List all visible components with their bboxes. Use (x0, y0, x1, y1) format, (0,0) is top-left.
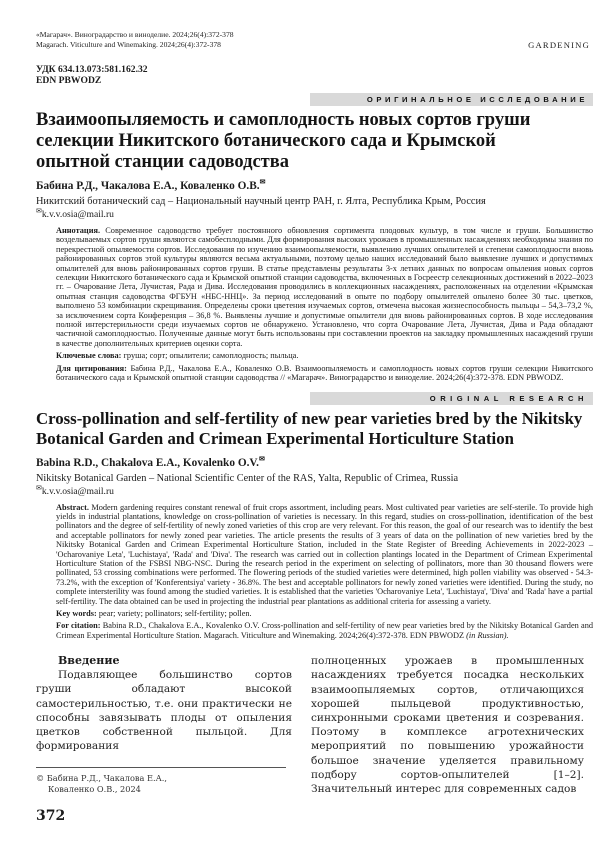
abstract-label-ru: Аннотация. (56, 226, 101, 235)
article-type-badge-en: ORIGINAL RESEARCH (310, 392, 593, 405)
citation-en (56, 621, 593, 640)
keywords-en (56, 609, 593, 618)
intro-heading: Введение (58, 654, 120, 668)
citation-ru (56, 364, 593, 383)
abstract-ru (56, 226, 593, 348)
citation-label-en: For citation: (56, 621, 101, 631)
authors-en (36, 454, 593, 469)
edn-code: EDN PBWODZ (36, 75, 102, 86)
intro-left-text: Подавляющее большинство сортов груши обладают высокой самостерильностью, т.е. они практически не способны завязывать плоды от опыления цветков собственной пыльцой. Для формирования (36, 669, 292, 753)
email-address-en: k.v.v.osia@mail.ru (41, 485, 114, 497)
abstract-block-ru (56, 226, 593, 383)
keywords-label-ru: Ключевые слова: (56, 351, 122, 361)
envelope-icon: ✉ (258, 454, 265, 463)
abstract-text-ru: Современное садоводство требует постоянного обновления сортимента плодовых культур, в том числе и груши. Большинство возделываемых сортов груши являются самобесплодными. Для формирования высоких урожаев в промышленных насаждениях необходимы знания по перекрестной опыляемости сортов. Исследования по изучению взаимоопыляемости, выявлению лучших опылителей и степени самоплодности вновь районированных сортов этой культуры являются весьма актуальными, поэтому целью наших исследований было выявление лучших и допустимых опылителей для вновь районированных сортов груши. В статье представлены результаты 3-х летних данных по вопросам опыления новых сортов селекции Никитского ботанического сада и Крымской опытной станции садоводства, включенных в Госреестр селекционных достижений в 2022–2023 гг. – Очарование Лета, Лучистая, Рада и Дива. Исследования проводились в коллекционных насаждениях, расположенных на отделении «Крымская опытная станция садоводства ФГБУН «НБС-ННЦ». За период исследований в опыте по подбору опылителей опылено более 30 тыс. цветков, выполнено 53 комбинации скрещивания. Определены сроки цветения изучаемых сортов, отмечена высокая жизнеспособность пыльцы – 54,3–73,2 %, за исключением сорта Конференция – 36,8 %. Выявлены лучшие и допустимые опылители для вновь районированных сортов. В ходе исследования полной интерстерильности среди изучаемых сортов не обнаружено. Установлено, что сорта Очарование Лета, Лучистая, Дива и Рада обладают частичной самоплодностью. Полученные данные могут быть использованы при составлении проектов на закладку промышленных насаждений груши в качестве дополнительных критериев оценки сорта. (56, 226, 594, 348)
udc-block (36, 64, 593, 86)
citation-text-en: Babina R.D., Chakalova E.A., Kovalenko O.V. Cross-pollination and self-fertility of new pear varieties bred by the Nikitsky Botanical Garden and Crimean Experimental Horticulture Station. Magarach. Viticulture and Winemaking. 2024;26(4):372-378. EDN PBWODZ (56, 621, 594, 640)
authors-ru-text: Бабина Р.Д., Чакалова Е.А., Коваленко О.В. (36, 180, 260, 192)
article-title-ru: Взаимоопыляемость и самоплодность новых сортов груши селекции Никитского ботанического сада и Крымской опытной станции садоводства (36, 110, 531, 172)
journal-citation-ru: «Магарач». Виноградарство и виноделие. 2024;26(4):372-378 (36, 30, 234, 39)
keywords-label-en: Key words: (56, 608, 97, 618)
intro-paragraph-right (311, 654, 584, 796)
badge-row-ru (36, 93, 593, 106)
abstract-text-en: Modern gardening requires constant renewal of fruit crops assortment, including pears. Most cultivated pear varieties are self-sterile. To provide high yields in industrial plantations, knowledge on cross-pollination of varieties is necessary. In this regard, studies on cross-pollination, identification of the best pollinators and the degree of self-fertility of newly zoned varieties of this crop are very relevant. For this reason, the goal of our research was to identify the best and acceptable pollinators for newly zoned pear varieties. The article presents the results of 3 years of data on the pollination of new varieties bred by the Nikitsky Botanical Garden and Crimean Experimental Horticulture Station, included in the State Register of Breeding Achievements in 2022-2023 – 'Ocharovaniye Leta', 'Luchistaya', 'Rada' and 'Diva'. The research was carried out in collection plantings located in the Department of Crimean Experimental Horticulture Station of the FSBSI NBG-NSC. During the research period in the experiment on selecting of pollinators, more than 30 thousand flowers were pollinated, 53 crossing combinations were performed. The flowering periods of the studied varieties were determined, high pollen viability was observed - 54.3-73.2%, with the exception of 'Konferentsiya' variety - 36.8%. The best and acceptable pollinators for newly zoned varieties were identified. During the study, no complete intersterility was found among the studied varieties. It is established that the varieties 'Ocharovaniye Leta', 'Luchistaya', 'Diva' and 'Rada' have a partial self-fertility. The data obtained can be used in projecting the industrial pear plantations as additional criteria for assessing a variety. (56, 502, 594, 606)
authors-en-text: Babina R.D., Chakalova E.A., Kovalenko O.V. (36, 456, 259, 469)
running-head (36, 30, 593, 49)
email-line-ru (36, 206, 593, 220)
keywords-text-en: pear; variety; pollinators; self-fertility; pollen. (98, 608, 252, 618)
envelope-icon: ✉ (36, 483, 42, 492)
abstract-block-en (56, 503, 593, 641)
authors-ru (36, 180, 593, 192)
column-left (36, 654, 292, 824)
page-number: 372 (36, 808, 66, 825)
journal-citation-en: Magarach. Viticulture and Winemaking. 2024;26(4):372-378 (36, 39, 221, 49)
email-line-en (36, 483, 593, 497)
intro-paragraph-left (36, 668, 292, 753)
footnote-divider (36, 767, 286, 768)
envelope-icon: ✉ (259, 178, 266, 187)
copyright-line-1: © Бабина Р.Д., Чакалова Е.А., (36, 773, 168, 784)
envelope-icon: ✉ (36, 206, 42, 215)
citation-note-en: (in Russian). (466, 630, 509, 640)
badge-row-en (36, 392, 593, 405)
affiliation-ru: Никитский ботанический сад – Национальный научный центр РАН, г. Ялта, Республика Крым, Россия (36, 196, 486, 207)
article-body-columns (36, 654, 593, 824)
abstract-label-en: Abstract. (56, 502, 89, 512)
article-type-badge-ru: ОРИГИНАЛЬНОЕ ИССЛЕДОВАНИЕ (310, 93, 593, 106)
affiliation-en: Nikitsky Botanical Garden – National Scientific Center of the RAS, Yalta, Republic of Crimea, Russia (36, 472, 459, 484)
column-right (311, 654, 584, 824)
citation-label-ru: Для цитирования: (56, 363, 127, 373)
copyright-note (36, 773, 292, 794)
keywords-ru (56, 351, 593, 360)
section-label: GARDENING (528, 40, 590, 50)
article-title-en: Cross-pollination and self-fertility of new pear varieties bred by the Nikitsky Botanical Garden and Crimean Experimental Horticulture Station (36, 408, 583, 448)
abstract-en (56, 503, 593, 606)
copyright-line-2: Коваленко О.В., 2024 (48, 783, 141, 794)
udc-number: УДК 634.13.073:581.162.32 (36, 64, 148, 75)
keywords-text-ru: груша; сорт; опылители; самоплодность; пыльца. (123, 351, 299, 361)
email-address-ru: k.v.v.osia@mail.ru (41, 209, 114, 220)
intro-right-text: полноценных урожаев в промышленных насаждениях требуется посадка нескольких взаимоопыляемых сортов, отличающихся хорошей пыльцевой продуктивностью, синхронными сроками цветения и созревания. Поэтому в комплексе агротехнических мероприятий по повышению урожайности большое значение уделяется правильному подбору сортов-опылителей [1–2]. Значительный интерес для современных садов (311, 655, 584, 796)
citation-text-ru: Бабина Р.Д., Чакалова Е.А., Коваленко О.В. Взаимоопыляемость и самоплодность новых сортов груши селекции Никитского ботанического сада и Крымской опытной станции садоводства // «Магарач». Виноградарство и виноделие. 2024;26(4):372-378. EDN PBWODZ. (56, 363, 594, 383)
